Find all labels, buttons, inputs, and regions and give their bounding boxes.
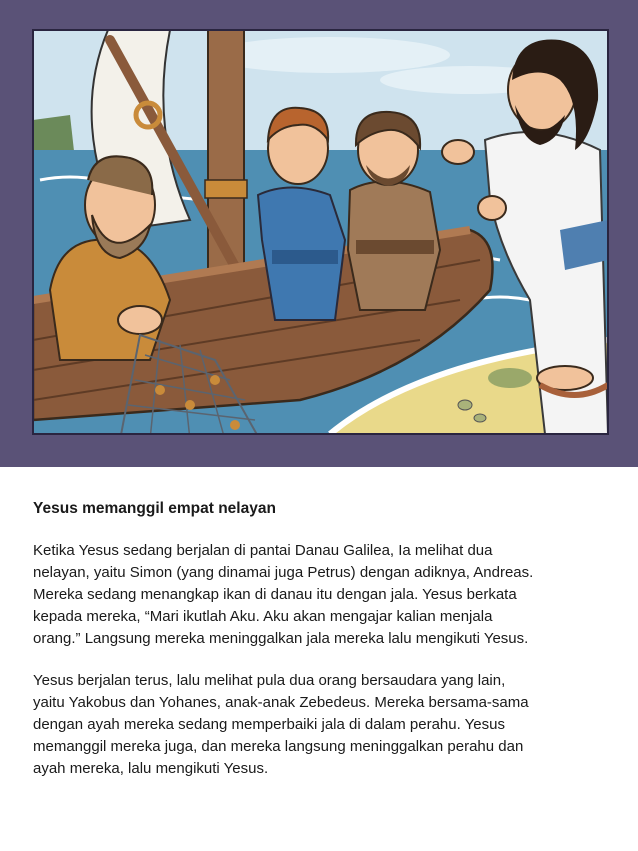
paragraph-line: orang.” Langsung mereka meninggalkan jala mereka lalu mengikuti Yesus. bbox=[33, 630, 529, 647]
paragraph-line: kepada mereka, “Mari ikutlah Aku. Aku akan mengajar kalian menjala bbox=[33, 608, 493, 625]
story-paragraph-1 bbox=[33, 540, 613, 650]
story-text bbox=[33, 498, 613, 800]
paragraph-line: Ketika Yesus sedang berjalan di pantai Danau Galilea, Ia melihat dua bbox=[33, 542, 493, 559]
paragraph-line: yaitu Yakobus dan Yohanes, anak-anak Zebedeus. Mereka bersama-sama bbox=[33, 694, 529, 711]
paragraph-line: ayah mereka, lalu mengikuti Yesus. bbox=[33, 760, 269, 777]
story-paragraph-2 bbox=[33, 670, 613, 780]
paragraph-line: dengan ayah mereka sedang memperbaiki jala di dalam perahu. Yesus bbox=[33, 716, 505, 733]
paragraph-line: Mereka sedang menangkap ikan di danau itu dengan jala. Yesus berkata bbox=[33, 586, 517, 603]
paragraph-line: Yesus berjalan terus, lalu melihat pula dua orang bersaudara yang lain, bbox=[33, 672, 506, 689]
story-title: Yesus memanggil empat nelayan bbox=[33, 500, 276, 517]
paragraph-line: nelayan, yaitu Simon (yang dinamai juga Petrus) dengan adiknya, Andreas. bbox=[33, 564, 534, 581]
paragraph-line: memanggil mereka juga, dan mereka langsung meninggalkan perahu dan bbox=[33, 738, 524, 755]
